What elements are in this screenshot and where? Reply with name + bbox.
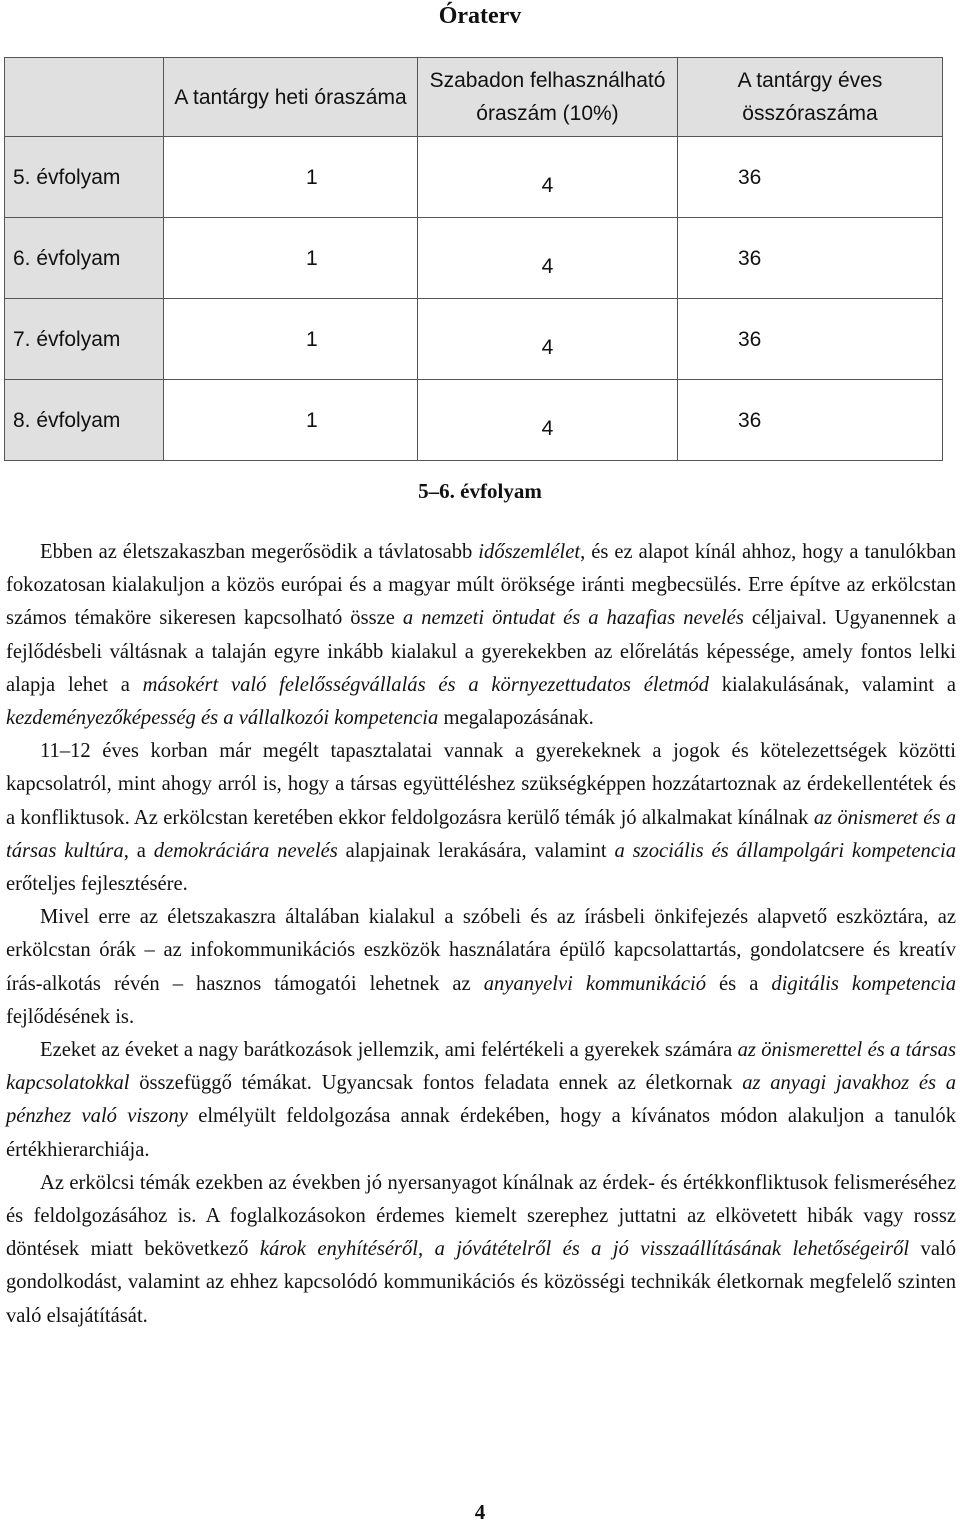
table-header-row	[5, 58, 943, 137]
italic-run: az önismeret és a társas kultúra	[6, 806, 956, 862]
text-run: fejlődésének is.	[6, 1005, 135, 1028]
weekly-hours-cell: 1	[164, 137, 418, 218]
italic-run: károk enyhítéséről, a jóvátételről és a jó visszaállításának lehetőségeiről	[259, 1238, 910, 1261]
header-cell-empty	[5, 58, 164, 137]
weekly-hours-cell: 1	[164, 380, 418, 461]
italic-run: demokráciára nevelés	[153, 839, 338, 862]
paragraph	[6, 1167, 956, 1333]
annual-hours-cell: 36	[678, 137, 943, 218]
header-cell-free: Szabadon felhasználható óraszám (10%)	[418, 58, 678, 137]
paragraph	[6, 735, 956, 901]
italic-run: a szociális és állampolgári kompetencia	[614, 839, 956, 862]
text-run: , a	[123, 839, 154, 862]
italic-run: időszemlélet	[478, 541, 581, 563]
free-hours-cell: 4	[418, 218, 678, 299]
italic-run: anyanyelvi kommunikáció	[483, 972, 707, 995]
annual-hours-cell: 36	[678, 380, 943, 461]
text-run: megalapozásának.	[438, 707, 594, 730]
italic-run: digitális kompetencia	[771, 972, 956, 995]
grade-cell: 6. évfolyam	[5, 218, 164, 299]
text-run: és a	[706, 972, 772, 995]
hours-table	[4, 57, 943, 461]
text-run: Mivel erre az életszakaszra általában kialakul a szóbeli és az írásbeli önkifejezés alapvető eszköztára, az erkölcstan órák – az infokommunikációs eszközök használatára épülő kapcsolattartás, gondolatcsere és kreatív írás-alkotás révén – hasznos támogatói lehetnek az	[6, 906, 956, 995]
weekly-hours-cell: 1	[164, 299, 418, 380]
table-row	[5, 137, 943, 218]
page-title: Óraterv	[438, 3, 522, 29]
free-hours-cell: 4	[418, 380, 678, 461]
grade-cell: 5. évfolyam	[5, 137, 164, 218]
weekly-hours-cell: 1	[164, 218, 418, 299]
italic-run: az önismerettel és a társas kapcsolatokkal	[6, 1039, 956, 1095]
text-run: Ezeket az éveket a nagy barátkozások jellemzik, ami felértékeli a gyerekek számára	[40, 1039, 738, 1062]
grade-cell: 8. évfolyam	[5, 380, 164, 461]
section-heading: 5–6. évfolyam	[418, 479, 542, 503]
table-row	[5, 299, 943, 380]
text-run: , és ez alapot kínál ahhoz, hogy a tanulókban fokozatosan kialakuljon a közös európai és a magyar múlt öröksége iránti megbecsülés. Erre építve az erkölcstan számos témaköre sikeresen kapcsolható össze	[6, 541, 957, 630]
annual-hours-cell: 36	[678, 299, 943, 380]
paragraph	[6, 1034, 956, 1167]
header-cell-weekly: A tantárgy heti óraszáma	[164, 58, 418, 137]
italic-run: az anyagi javakhoz és a pénzhez való viszony	[6, 1072, 956, 1128]
text-run: alapjainak lerakására, valamint	[337, 839, 615, 862]
grade-cell: 7. évfolyam	[5, 299, 164, 380]
italic-run: kezdeményezőképesség és a vállalkozói kompetencia	[6, 707, 439, 730]
paragraph	[6, 901, 956, 1034]
free-hours-cell: 4	[418, 299, 678, 380]
body-text	[6, 536, 956, 1333]
text-run: erőteljes fejlesztésére.	[6, 873, 188, 896]
text-run: céljaival. Ugyanennek a fejlődésbeli váltásnak a talaján egyre inkább kialakul a gyerekekben az előrelátás képessége, amely fontos lelki alapja lehet a	[6, 607, 956, 696]
text-run: Az erkölcsi témák ezekben az években jó nyersanyagot kínálnak az érdek- és értékkonfliktusok felismeréséhez és feldolgozásához is. A foglalkozásokon érdemes kiemelt szerephez juttatni az elkövetett hibák vagy rossz döntések miatt bekövetkező	[6, 1171, 956, 1261]
text-run: Ebben az életszakaszban megerősödik a távlatosabb	[40, 541, 479, 563]
text-run: kialakulásának, valamint a	[708, 673, 956, 696]
italic-run: a nemzeti öntudat és a hazafias nevelés	[402, 607, 744, 630]
text-run: 11–12 éves korban már megélt tapasztalatai vannak a gyerekeknek a jogok és kötelezettségek közötti kapcsolatról, mint ahogy arról is, hogy a társas együttéléshez szükségképpen hozzátartoznak az érdekellentétek és a konfliktusok. Az erkölcstan keretében ekkor feldolgozásra kerülő témák jó alkalmakat kínálnak	[6, 740, 956, 829]
table-row	[5, 218, 943, 299]
text-run: összefüggő témákat. Ugyancsak fontos feladata ennek az életkornak	[129, 1072, 743, 1095]
free-hours-cell: 4	[418, 137, 678, 218]
annual-hours-cell: 36	[678, 218, 943, 299]
table-row	[5, 380, 943, 461]
text-run: elmélyült feldolgozása annak érdekében, hogy a kívánatos módon alakuljon a tanulók értékhierarchiája.	[6, 1105, 956, 1161]
page-number: 4	[474, 1500, 486, 1524]
italic-run: másokért való felelősségvállalás és a környezettudatos életmód	[142, 673, 709, 696]
paragraph	[6, 536, 956, 735]
header-cell-annual: A tantárgy éves összóraszáma	[678, 58, 943, 137]
text-run: való gondolkodást, valamint az ehhez kapcsolódó kommunikációs és közösségi technikák életkornak megfelelő szinten való elsajátítását.	[6, 1238, 956, 1327]
